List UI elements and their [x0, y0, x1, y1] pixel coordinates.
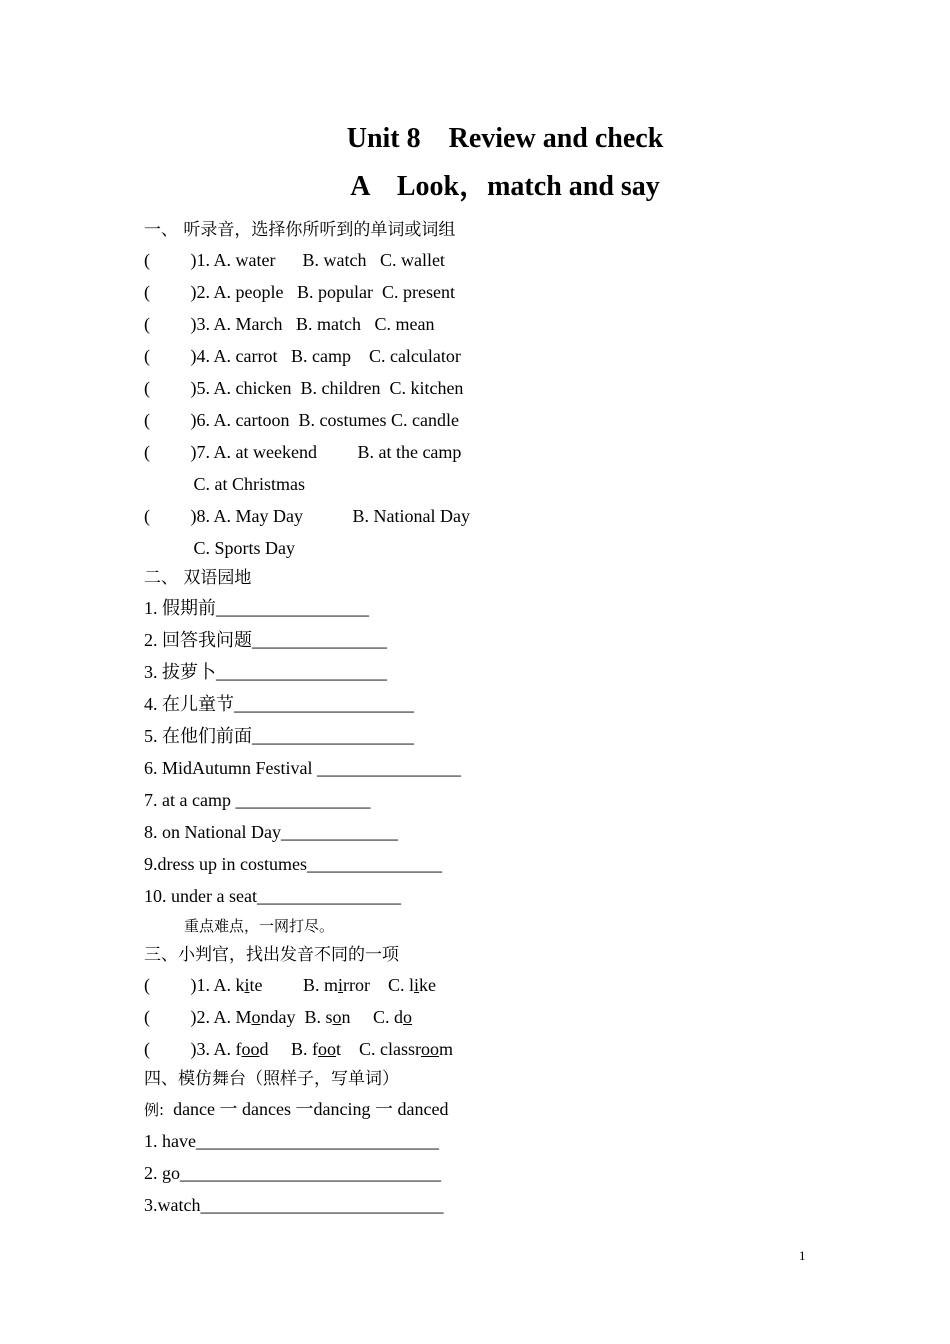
- bilingual-item-6: 6. MidAutumn Festival ________________: [144, 758, 462, 778]
- listening-item-7-option-c: C. at Christmas: [144, 474, 305, 494]
- verb-item-3: 3.watch___________________________: [144, 1195, 444, 1215]
- listening-item-7: ( )7. A. at weekend B. at the camp: [144, 442, 462, 462]
- phonics-item-2: ( )2. A. Monday B. son C. do: [144, 1007, 413, 1027]
- listening-item-8-option-c: C. Sports Day: [144, 538, 296, 558]
- bilingual-item-1: 1. 假期前_________________: [144, 598, 369, 618]
- underlined-letter: o: [332, 1007, 342, 1027]
- bilingual-item-3: 3. 拔萝卜___________________: [144, 662, 387, 682]
- section-2-heading: 二、 双语园地: [144, 568, 252, 588]
- underlined-letter: o: [251, 1007, 261, 1027]
- underlined-letter: oo: [241, 1039, 260, 1059]
- listening-item-5: ( )5. A. chicken B. children C. kitchen: [144, 378, 464, 398]
- bilingual-item-4: 4. 在儿童节____________________: [144, 694, 414, 714]
- underlined-letter: o: [403, 1007, 413, 1027]
- listening-item-1: ( )1. A. water B. watch C. wallet: [144, 250, 445, 270]
- example-line: 例: dance 一 dances 一dancing 一 danced: [144, 1099, 449, 1119]
- underlined-letter: oo: [421, 1039, 439, 1059]
- page-number: 1: [799, 1248, 806, 1263]
- bilingual-item-7: 7. at a camp _______________: [144, 790, 371, 810]
- bilingual-item-10: 10. under a seat________________: [144, 886, 401, 906]
- listening-item-8: ( )8. A. May Day B. National Day: [144, 506, 470, 526]
- section-a-title: A Look，match and say: [350, 171, 660, 202]
- section-1-heading: 一、 听录音，选择你所听到的单词或词组: [144, 220, 456, 240]
- listening-item-2: ( )2. A. people B. popular C. present: [144, 282, 455, 302]
- verb-item-1: 1. have___________________________: [144, 1131, 439, 1151]
- bilingual-item-5: 5. 在他们前面__________________: [144, 726, 414, 746]
- underlined-letter: i: [338, 975, 344, 995]
- section-4-heading: 四、模仿舞台（照样子，写单词）: [144, 1069, 399, 1089]
- bilingual-item-8: 8. on National Day_____________: [144, 822, 398, 842]
- listening-item-3: ( )3. A. March B. match C. mean: [144, 314, 435, 334]
- section-3-heading: 三、小判官，找出发音不同的一项: [144, 945, 399, 965]
- underlined-letter: i: [244, 975, 250, 995]
- example-label: 例:: [144, 1101, 165, 1119]
- listening-item-6: ( )6. A. cartoon B. costumes C. candle: [144, 410, 459, 430]
- listening-item-4: ( )4. A. carrot B. camp C. calculator: [144, 346, 461, 366]
- key-points-note: 重点难点，一网打尽。: [184, 917, 335, 935]
- underlined-letter: i: [414, 975, 420, 995]
- unit-title: Unit 8 Review and check: [346, 123, 664, 154]
- bilingual-item-2: 2. 回答我问题_______________: [144, 630, 387, 650]
- phonics-item-3: ( )3. A. food B. foot C. classroom: [144, 1039, 454, 1059]
- bilingual-item-9: 9.dress up in costumes_______________: [144, 854, 442, 874]
- verb-item-2: 2. go_____________________________: [144, 1163, 441, 1183]
- phonics-item-1: ( )1. A. kite B. mirror C. like: [144, 975, 437, 995]
- underlined-letter: oo: [318, 1039, 336, 1059]
